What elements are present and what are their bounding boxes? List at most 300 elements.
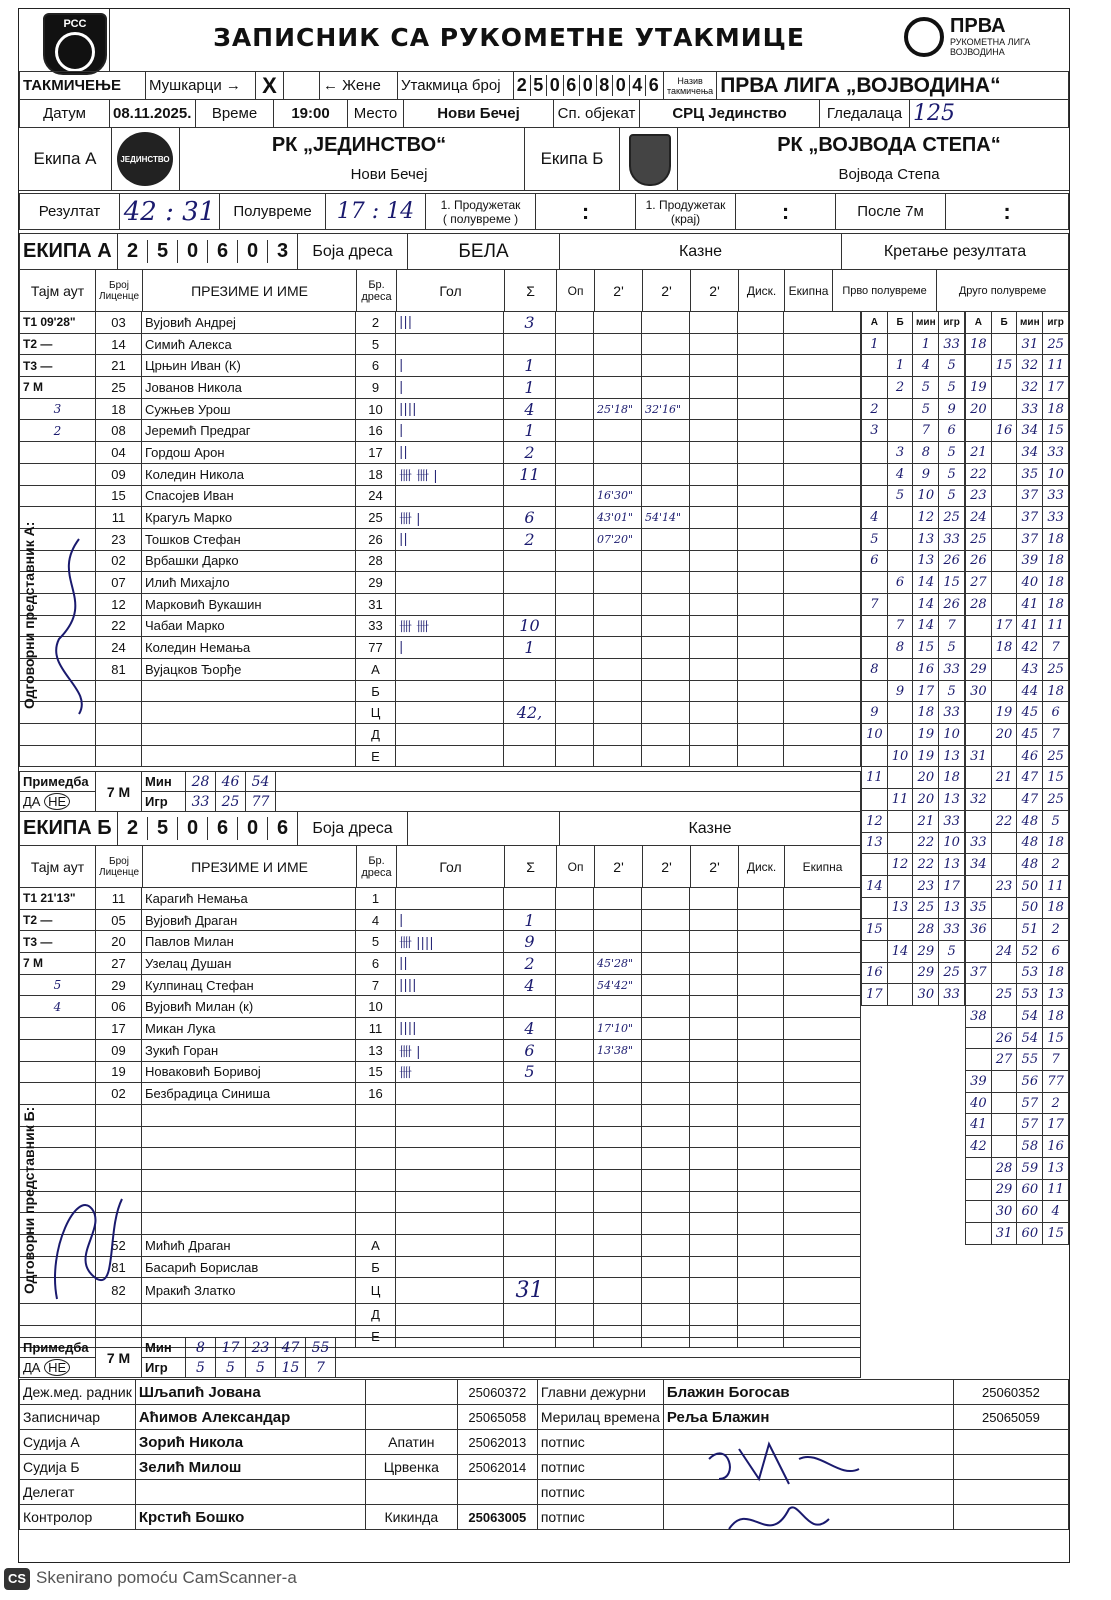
team-b-player-teampen bbox=[784, 1213, 861, 1235]
progress-first-cell bbox=[862, 940, 888, 962]
progress-second-cell: 44 bbox=[1017, 680, 1043, 702]
team-a-player-timeout: 3 bbox=[20, 398, 96, 420]
progress-first-cell bbox=[862, 789, 888, 811]
progress-first-cell: 14 bbox=[913, 615, 939, 637]
progress-second-cell: 29 bbox=[991, 1179, 1017, 1201]
progress-second-cell: 32 bbox=[1017, 355, 1043, 377]
7m-igr-b-3: 5 bbox=[246, 1358, 276, 1378]
team-b-player-disq bbox=[738, 1061, 784, 1083]
team-b-player-pen1: 45'28" bbox=[594, 953, 642, 975]
team-b-player-goals bbox=[396, 1278, 504, 1304]
progress-second-cell bbox=[991, 919, 1017, 941]
progress-second-cell: 20 bbox=[991, 724, 1017, 746]
progress-second-cell bbox=[991, 680, 1017, 702]
progress-first-cell: 13 bbox=[913, 550, 939, 572]
team-b-player-name bbox=[142, 1104, 356, 1126]
progress-first-cell: 13 bbox=[862, 832, 888, 854]
progress-first-cell: 13 bbox=[939, 897, 965, 919]
ot1-value: : bbox=[536, 194, 636, 230]
progress-first-row bbox=[862, 463, 965, 485]
progress-second-cell: 11 bbox=[1043, 355, 1069, 377]
progress-second-cell: 2 bbox=[1043, 919, 1069, 941]
progress-second-cell: 18 bbox=[1043, 1006, 1069, 1028]
progress-second-cell: 47 bbox=[1017, 767, 1043, 789]
team-b-player-pen1 bbox=[594, 1061, 642, 1083]
team-b-player-teampen bbox=[784, 1104, 861, 1126]
team-a-player-pen1: 25'18" bbox=[594, 398, 642, 420]
team-a-player-timeout: T3 — bbox=[20, 355, 96, 377]
team-b-player-name: Басарић Борислав bbox=[142, 1256, 356, 1278]
7m-igr-a-2: 25 bbox=[216, 792, 246, 812]
team-b-player-row bbox=[20, 1061, 861, 1083]
team-b-player-sum bbox=[504, 1104, 556, 1126]
progress-second-cell bbox=[991, 1071, 1017, 1093]
team-a-player-pen3 bbox=[690, 702, 738, 724]
progress-second-cell: 21 bbox=[991, 767, 1017, 789]
progress-second-cell: 25 bbox=[1043, 659, 1069, 681]
progress-second-cell bbox=[966, 1201, 992, 1223]
team-a-player-pen3 bbox=[690, 463, 738, 485]
team-b-player-timeout: 4 bbox=[20, 996, 96, 1018]
col-b-jersey: Бр. дреса bbox=[357, 846, 397, 888]
progress-second-cell: 15 bbox=[1043, 1027, 1069, 1049]
scan-footer-text: Skenirano pomoću CamScanner-a bbox=[36, 1568, 297, 1587]
team-a-player-pen2 bbox=[642, 572, 690, 594]
team-a-player-disq bbox=[738, 333, 784, 355]
progress-first-cell: 5 bbox=[862, 528, 888, 550]
team-a-player-pen1 bbox=[594, 745, 642, 767]
final-score: 42 : 31 bbox=[120, 194, 220, 230]
progress-first-cell: 16 bbox=[913, 659, 939, 681]
team-b-player-name: Новаковић Боривој bbox=[142, 1061, 356, 1083]
team-a-player-license: 12 bbox=[96, 593, 142, 615]
official-role2-license bbox=[953, 1430, 1068, 1455]
team-b-player-jersey: 7 bbox=[356, 974, 396, 996]
progress-first-cell: 18 bbox=[913, 702, 939, 724]
progress-second-cell: 18 bbox=[1043, 572, 1069, 594]
team-a-player-disq bbox=[738, 442, 784, 464]
progress-second-row bbox=[966, 767, 1069, 789]
progress-first-cell: 5 bbox=[913, 398, 939, 420]
progress-second-cell: 41 bbox=[1017, 615, 1043, 637]
team-a-player-pen3 bbox=[690, 442, 738, 464]
team-a-player-row bbox=[20, 398, 861, 420]
team-a-player-pen3 bbox=[690, 745, 738, 767]
progress-second-cell: игр bbox=[1043, 312, 1069, 334]
progress-second-cell bbox=[991, 1114, 1017, 1136]
team-b-player-license: 19 bbox=[96, 1061, 142, 1083]
team-b-player-sum: 1 bbox=[504, 909, 556, 931]
team-b-player-row bbox=[20, 1304, 861, 1326]
team-a-player-goals bbox=[396, 745, 504, 767]
team-b-player-license: 82 bbox=[96, 1278, 142, 1304]
team-b-player-jersey: 16 bbox=[356, 1083, 396, 1105]
team-a-player-teampen bbox=[784, 420, 861, 442]
team-a-player-license: 21 bbox=[96, 355, 142, 377]
team-b-player-teampen bbox=[784, 953, 861, 975]
team-b-label: Екипа Б bbox=[524, 128, 620, 190]
team-a-player-sum bbox=[504, 572, 556, 594]
team-b-player-name: Микан Лука bbox=[142, 1018, 356, 1040]
progress-first-cell: 18 bbox=[939, 767, 965, 789]
progress-second-half bbox=[965, 311, 1069, 1245]
team-b-player-jersey: 1 bbox=[356, 888, 396, 910]
progress-second-row bbox=[966, 550, 1069, 572]
team-a-player-warn bbox=[556, 420, 594, 442]
team-a-player-row bbox=[20, 528, 861, 550]
team-a-player-row bbox=[20, 593, 861, 615]
team-b-player-goals bbox=[396, 1191, 504, 1213]
team-a-player-pen3 bbox=[690, 507, 738, 529]
team-a-7m bbox=[19, 771, 861, 812]
progress-second-cell: 18 bbox=[1043, 550, 1069, 572]
team-b-player-sum bbox=[504, 1304, 556, 1326]
progress-first-cell bbox=[887, 984, 913, 1006]
team-b-player-timeout: T3 — bbox=[20, 931, 96, 953]
progress-second-cell: 60 bbox=[1017, 1179, 1043, 1201]
progress-first-cell: 21 bbox=[913, 810, 939, 832]
progress-first-cell: 5 bbox=[913, 377, 939, 399]
team-a-player-timeout: T1 09'28" bbox=[20, 312, 96, 334]
team-a-player-warn bbox=[556, 463, 594, 485]
team-a-player-jersey: 25 bbox=[356, 507, 396, 529]
team-a-player-goals bbox=[396, 572, 504, 594]
team-b-player-sum bbox=[504, 1148, 556, 1170]
team-b-player-name bbox=[142, 1191, 356, 1213]
team-a-player-jersey: 26 bbox=[356, 528, 396, 550]
progress-first-cell: 13 bbox=[939, 789, 965, 811]
team-b-player-pen2 bbox=[642, 1018, 690, 1040]
venue-label: Сп. објекат bbox=[554, 100, 640, 128]
progress-first-cell: 1 bbox=[887, 355, 913, 377]
team-b-player-disq bbox=[738, 974, 784, 996]
progress-first-cell: 6 bbox=[939, 420, 965, 442]
team-a-player-goals: | bbox=[396, 377, 504, 399]
official-role-label: Деж.мед. радник bbox=[20, 1380, 136, 1405]
match-report-sheet bbox=[18, 8, 1070, 1563]
league-logo bbox=[904, 15, 1064, 65]
team-a-player-teampen bbox=[784, 659, 861, 681]
progress-second-cell bbox=[966, 984, 992, 1006]
official-role2-label: Главни дежурни bbox=[537, 1380, 663, 1405]
time-label: Време bbox=[196, 100, 274, 128]
team-a-player-sum bbox=[504, 745, 556, 767]
team-a-player-license: 18 bbox=[96, 398, 142, 420]
progress-second-cell: 33 bbox=[1043, 507, 1069, 529]
progress-second-cell: 24 bbox=[966, 507, 992, 529]
progress-second-cell: 7 bbox=[1043, 637, 1069, 659]
progress-first-cell: 10 bbox=[913, 485, 939, 507]
progress-first-cell: 8 bbox=[862, 659, 888, 681]
team-a-player-license: 09 bbox=[96, 463, 142, 485]
team-b-7m bbox=[19, 1337, 861, 1378]
progress-second-row bbox=[966, 463, 1069, 485]
progress-second-cell: 15 bbox=[1043, 767, 1069, 789]
progress-first-cell: 25 bbox=[913, 897, 939, 919]
progress-second-row bbox=[966, 919, 1069, 941]
team-b-player-jersey bbox=[356, 1126, 396, 1148]
team-a-player-row bbox=[20, 333, 861, 355]
progress-first-cell bbox=[887, 333, 913, 355]
team-a-player-timeout bbox=[20, 442, 96, 464]
team-b-player-license: 11 bbox=[96, 888, 142, 910]
progress-second-cell: 17 bbox=[991, 615, 1017, 637]
progress-second-row bbox=[966, 1222, 1069, 1244]
progress-first-cell: 26 bbox=[939, 593, 965, 615]
progress-first-cell: 14 bbox=[887, 940, 913, 962]
team-b-player-warn bbox=[556, 996, 594, 1018]
team-b-player-license: 29 bbox=[96, 974, 142, 996]
team-b-player-disq bbox=[738, 1213, 784, 1235]
team-a-player-jersey: 17 bbox=[356, 442, 396, 464]
progress-first-cell bbox=[862, 745, 888, 767]
progress-first-cell: 5 bbox=[939, 377, 965, 399]
progress-second-row bbox=[966, 875, 1069, 897]
progress-first-half bbox=[861, 311, 965, 1006]
team-a-player-goals bbox=[396, 550, 504, 572]
team-a-player-disq bbox=[738, 463, 784, 485]
remark-label-a: Примедба bbox=[20, 772, 96, 792]
team-b-player-disq bbox=[738, 1169, 784, 1191]
official-role2-label: потпис bbox=[537, 1480, 663, 1505]
team-a-player-jersey: 77 bbox=[356, 637, 396, 659]
team-a-player-pen3 bbox=[690, 398, 738, 420]
official-role2-license: 25060352 bbox=[953, 1380, 1068, 1405]
progress-first-cell: 15 bbox=[862, 919, 888, 941]
team-a-player-disq bbox=[738, 745, 784, 767]
7m-igr-b-4: 15 bbox=[276, 1358, 306, 1378]
progress-second-cell: 23 bbox=[966, 485, 992, 507]
team-a-player-pen1 bbox=[594, 702, 642, 724]
team-a-player-name bbox=[142, 680, 356, 702]
team-a-player-license bbox=[96, 745, 142, 767]
progress-second-cell: 11 bbox=[1043, 615, 1069, 637]
team-a-player-warn bbox=[556, 745, 594, 767]
progress-second-cell: 22 bbox=[991, 810, 1017, 832]
progress-second-cell: 28 bbox=[966, 593, 992, 615]
col-team: Екипна bbox=[785, 270, 833, 312]
team-a-player-pen1: 07'20" bbox=[594, 528, 642, 550]
team-b-player-row bbox=[20, 1213, 861, 1235]
match-number-label: Утакмица број bbox=[398, 72, 514, 100]
team-b-player-teampen bbox=[784, 1018, 861, 1040]
team-b-player-pen3 bbox=[690, 1169, 738, 1191]
progress-second-row bbox=[966, 528, 1069, 550]
team-a-player-row bbox=[20, 680, 861, 702]
team-a-player-disq bbox=[738, 377, 784, 399]
team-b-player-timeout: T2 — bbox=[20, 909, 96, 931]
team-b-player-warn bbox=[556, 1018, 594, 1040]
progress-second-row bbox=[966, 1027, 1069, 1049]
progress-second-cell: 15 bbox=[1043, 1222, 1069, 1244]
team-a-player-disq bbox=[738, 485, 784, 507]
progress-first-cell: 8 bbox=[913, 442, 939, 464]
team-a-player-goals: | bbox=[396, 637, 504, 659]
col-p1: 2' bbox=[595, 270, 643, 312]
team-b-player-pen3 bbox=[690, 1256, 738, 1278]
progress-second-cell: А bbox=[966, 312, 992, 334]
team-a-player-pen1 bbox=[594, 312, 642, 334]
progress-second-cell: 60 bbox=[1017, 1222, 1043, 1244]
progress-second-row bbox=[966, 832, 1069, 854]
team-b-player-row bbox=[20, 931, 861, 953]
team-b-player-warn bbox=[556, 1039, 594, 1061]
progress-second-cell: 32 bbox=[1017, 377, 1043, 399]
progress-first-cell: 15 bbox=[939, 572, 965, 594]
progress-first-cell: 5 bbox=[939, 442, 965, 464]
team-b-player-goals: |||| bbox=[396, 974, 504, 996]
team-b-player-license: 52 bbox=[96, 1235, 142, 1257]
progress-second-cell: 43 bbox=[1017, 659, 1043, 681]
place-label: Место bbox=[348, 100, 404, 128]
progress-first-row bbox=[862, 745, 965, 767]
team-a-player-pen1 bbox=[594, 355, 642, 377]
team-b-player-jersey: 11 bbox=[356, 1018, 396, 1040]
team-b-player-warn bbox=[556, 931, 594, 953]
team-a-player-pen1 bbox=[594, 377, 642, 399]
team-a-player-row bbox=[20, 702, 861, 724]
progress-first-cell: 7 bbox=[862, 593, 888, 615]
official-row bbox=[20, 1380, 1069, 1405]
team-b-player-teampen bbox=[784, 1169, 861, 1191]
team-b-player-name bbox=[142, 1169, 356, 1191]
official-role2-license bbox=[953, 1505, 1068, 1530]
team-b-player-sum: 9 bbox=[504, 931, 556, 953]
team-a-player-name: Симић Алекса bbox=[142, 333, 356, 355]
team-a-player-pen1: 43'01" bbox=[594, 507, 642, 529]
team-b-player-warn bbox=[556, 953, 594, 975]
progress-first-cell bbox=[887, 962, 913, 984]
progress-second-cell: 48 bbox=[1017, 854, 1043, 876]
progress-second-cell bbox=[966, 615, 992, 637]
team-b-player-teampen bbox=[784, 1083, 861, 1105]
progress-second-cell: 6 bbox=[1043, 702, 1069, 724]
progress-second-row bbox=[966, 442, 1069, 464]
team-b-player-goals bbox=[396, 1256, 504, 1278]
team-b-player-pen3 bbox=[690, 1039, 738, 1061]
progress-first-cell: 6 bbox=[862, 550, 888, 572]
progress-second-cell: 39 bbox=[1017, 550, 1043, 572]
team-b-player-pen2 bbox=[642, 1169, 690, 1191]
page-title: ЗАПИСНИК СА РУКОМЕТНЕ УТАКМИЦЕ bbox=[213, 23, 805, 52]
team-a-player-teampen bbox=[784, 463, 861, 485]
team-a-player-goals bbox=[396, 333, 504, 355]
team-b-player-pen3 bbox=[690, 888, 738, 910]
team-b-player-row bbox=[20, 1018, 861, 1040]
team-b-player-pen3 bbox=[690, 1235, 738, 1257]
competition-name-label: Назив такмичења bbox=[664, 72, 717, 100]
progress-second-cell bbox=[991, 593, 1017, 615]
remark-label-b: Примедба bbox=[20, 1338, 96, 1358]
progress-first-cell: 13 bbox=[913, 528, 939, 550]
team-a-columns bbox=[19, 269, 1069, 312]
col-license: Број Лиценце bbox=[96, 270, 143, 312]
team-b-player-disq bbox=[738, 1083, 784, 1105]
team-b-player-warn bbox=[556, 1256, 594, 1278]
team-a-player-teampen bbox=[784, 550, 861, 572]
col-b-timeout: Тајм аут bbox=[20, 846, 96, 888]
scan-footer bbox=[0, 1568, 297, 1590]
official-role2-label: Мерилац времена bbox=[537, 1405, 663, 1430]
team-b-player-pen3 bbox=[690, 974, 738, 996]
progress-second-cell: 36 bbox=[966, 919, 992, 941]
progress-first-row bbox=[862, 637, 965, 659]
team-b-code: 2 5 0 6 0 6 bbox=[118, 812, 298, 846]
progress-first-cell: 12 bbox=[887, 854, 913, 876]
progress-first-cell: 29 bbox=[913, 962, 939, 984]
team-a-player-name: Црњин Иван (К) bbox=[142, 355, 356, 377]
team-a-name: РК „ЈЕДИНСТВО“ bbox=[271, 134, 447, 156]
team-b-shield-icon bbox=[629, 134, 671, 186]
team-a-player-pen3 bbox=[690, 377, 738, 399]
team-a-player-sum: 1 bbox=[504, 377, 556, 399]
team-a-player-goals bbox=[396, 593, 504, 615]
progress-second-cell: 37 bbox=[966, 962, 992, 984]
team-a-player-jersey: 18 bbox=[356, 463, 396, 485]
team-b-player-pen2 bbox=[642, 931, 690, 953]
progress-first-cell: 25 bbox=[939, 962, 965, 984]
official-role2-name: Блажин Богосав bbox=[663, 1380, 953, 1405]
progress-second-cell: 18 bbox=[1043, 832, 1069, 854]
progress-second-cell: 51 bbox=[1017, 919, 1043, 941]
date-label: Датум bbox=[20, 100, 110, 128]
team-a-player-teampen bbox=[784, 724, 861, 746]
team-b-player-pen2 bbox=[642, 1039, 690, 1061]
team-a-player-name: Вујацков Ђорђе bbox=[142, 659, 356, 681]
team-b-player-sum: 2 bbox=[504, 953, 556, 975]
team-b-player-pen2 bbox=[642, 1148, 690, 1170]
team-a-player-sum bbox=[504, 680, 556, 702]
team-b-player-goals bbox=[396, 888, 504, 910]
team-b-player-sum bbox=[504, 1083, 556, 1105]
ot2-value: : bbox=[736, 194, 836, 230]
progress-second-cell bbox=[991, 832, 1017, 854]
team-b-player-pen1 bbox=[594, 1278, 642, 1304]
match-number: 2 5 0 6 0 8 0 4 6 bbox=[514, 72, 664, 100]
team-a-player-pen2 bbox=[642, 680, 690, 702]
team-a-player-goals bbox=[396, 680, 504, 702]
progress-first-row bbox=[862, 984, 965, 1006]
progress-second-cell: 25 bbox=[991, 984, 1017, 1006]
team-b-player-name: Безбрадица Синиша bbox=[142, 1083, 356, 1105]
league-logo-line2: РУКОМЕТНА ЛИГА bbox=[950, 37, 1031, 47]
team-a-player-disq bbox=[738, 398, 784, 420]
team-b-player-goals: || bbox=[396, 953, 504, 975]
progress-first-cell bbox=[862, 680, 888, 702]
progress-first-cell: 13 bbox=[939, 854, 965, 876]
progress-second-cell bbox=[991, 572, 1017, 594]
progress-first-row bbox=[862, 442, 965, 464]
team-a-player-teampen bbox=[784, 507, 861, 529]
team-a-player-jersey: 2 bbox=[356, 312, 396, 334]
progress-first-row bbox=[862, 789, 965, 811]
team-a-player-license: 15 bbox=[96, 485, 142, 507]
official-city: Кикинда bbox=[365, 1505, 457, 1530]
col-second-half: Друго полувреме bbox=[937, 270, 1069, 312]
progress-second-row bbox=[966, 680, 1069, 702]
team-a-player-name: Јеремић Предраг bbox=[142, 420, 356, 442]
team-a-player-goals: | bbox=[396, 420, 504, 442]
team-b-player-warn bbox=[556, 1083, 594, 1105]
progress-second-cell: 31 bbox=[966, 745, 992, 767]
progress-first-row bbox=[862, 507, 965, 529]
team-a-player-sum: 11 bbox=[504, 463, 556, 485]
official-license: 25060372 bbox=[457, 1380, 537, 1405]
team-a-player-jersey: Ц bbox=[356, 702, 396, 724]
team-a-player-sum: 10 bbox=[504, 615, 556, 637]
progress-second-cell: 15 bbox=[991, 355, 1017, 377]
team-b-player-pen1 bbox=[594, 1104, 642, 1126]
